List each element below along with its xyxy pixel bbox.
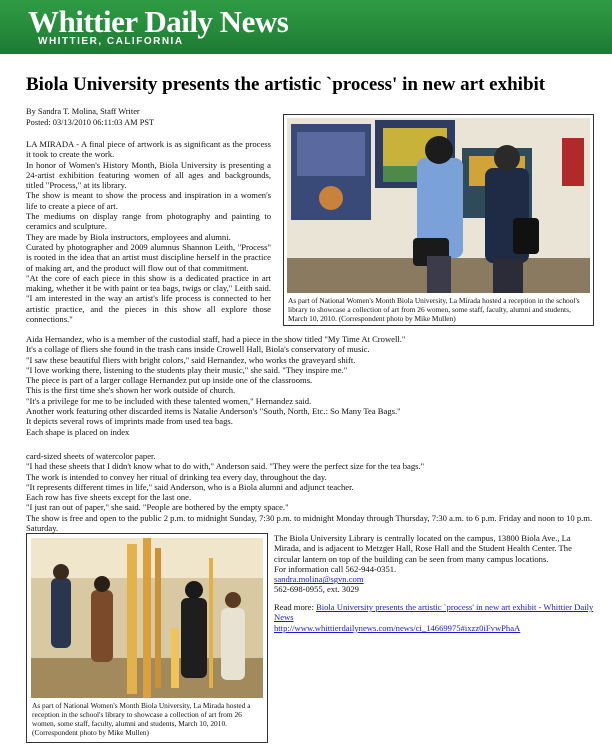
- paragraph: "At the core of each piece in this show is a dedicated practice in art making, whether it be with paint or tea bags, twigs or clay," Leith said. "I am interested in the way an artist's life process is connected to her artistic practice, and the pieces in this show all explore those connections.": [26, 272, 271, 325]
- paragraph: The mediums on display range from photography and painting to ceramics and sculpture.: [26, 211, 271, 232]
- library-paragraph: The Biola University Library is centrally located on the campus, 13800 Biola Ave., La Mirada, and is adjacent to Metzger Hall, Rose Hall and the Student Health Center. The circular lantern on top of the building can be seen from many campus locations.: [274, 533, 572, 564]
- paragraph: Each shape is placed on index: [26, 426, 130, 437]
- read-more-link[interactable]: Biola University presents the artistic `process' in new art exhibit - Whittier Daily News: [274, 602, 594, 623]
- paragraph: Each row has five sheets except for the last one.: [26, 492, 192, 503]
- photo-figure-2: [26, 533, 268, 743]
- paragraph: card-sized sheets of watercolor paper.: [26, 451, 156, 461]
- paragraph: In honor of Women's History Month, Biola University is presenting a 24-artist exhibition featuring women of all ages and backgrounds, titled "Process," at its library.: [26, 159, 271, 191]
- paragraph: They are made by Biola instructors, employees and alumni.: [26, 231, 231, 242]
- author-line: By Sandra T. Molina, Staff Writer: [26, 107, 140, 116]
- article-headline: Biola University presents the artistic `process' in new art exhibit: [26, 74, 546, 95]
- masthead-title: Whittier Daily News: [28, 4, 289, 39]
- read-more-label: Read more:: [274, 602, 316, 612]
- paragraph: LA MIRADA - A final piece of artwork is as significant as the process it took to create the work.: [26, 139, 271, 160]
- paragraph: "I had these sheets that I didn't know what to do with," Anderson said. "They were the perfect size for the tea bags.": [26, 461, 425, 472]
- byline: [26, 107, 154, 128]
- paragraph: Another work featuring other discarded items is Natalie Anderson's "South, North, Etc.: So Many Tea Bags.": [26, 406, 401, 417]
- paragraph: "I love working there, listening to the students play their music," she said. "They inspire me.": [26, 364, 348, 375]
- gallery-visitors-illustration: [287, 118, 590, 293]
- paragraph: The show is meant to show the process and inspiration in a women's life to create a piece of art.: [26, 190, 271, 211]
- paragraph: It depicts several rows of imprints made from used tea bags.: [26, 416, 233, 427]
- author-email-link[interactable]: sandra.molina@sgvn.com: [274, 574, 364, 585]
- paragraph: The show is free and open to the public 2 p.m. to midnight Sunday, 7:30 p.m. to midnight Monday through Thursday, 7:30 a.m. to 6 p.m. Friday and noon to 10 p.m. Saturday.: [26, 512, 593, 534]
- paragraph: Aida Hernandez, who is a member of the custodial staff, had a piece in the show titled "My Time At Crowell.": [26, 334, 406, 344]
- paragraph: This is the first time she's shown her work outside of church.: [26, 385, 236, 396]
- hanging-sculpture-illustration: [31, 538, 263, 698]
- read-more: [274, 602, 596, 633]
- masthead: [0, 0, 612, 54]
- photo-caption-2: As part of National Women's Month Biola University, La Mirada hosted a reception in the school's library to showcase a collection of art from 26 women, some staff, faculty, alumni and students, March 10, 2010. (Correspondent photo by Mike Mullen): [32, 701, 251, 737]
- article-body-mid: [26, 334, 596, 437]
- exhibit-photo-1[interactable]: [287, 118, 590, 293]
- paragraph: "I saw these beautiful fliers with bright colors," said Hernandez, who works the graveyard shift.: [26, 354, 356, 365]
- info-line: For information call 562-944-0351.: [274, 563, 397, 574]
- paragraph: The work is intended to convey her ritual of drinking tea every day, throughout the day.: [26, 471, 327, 482]
- photo-caption-1: As part of National Women's Month Biola University, La Mirada hosted a reception in the school's library to showcase a collection of art from 26 women, some staff, faculty, alumni and students, March 10, 2010. (Correspondent photo by Mike Mullen): [288, 296, 580, 323]
- article-url-link[interactable]: http://www.whittierdailynews.com/news/ci_14669975#ixzz0iFvwPhaA: [274, 622, 521, 633]
- paragraph: "It represents different times in life," said Anderson, who is a Biola alumni and adjunct teacher.: [26, 481, 354, 492]
- photo-figure-1: [283, 114, 594, 326]
- paragraph: "I just ran out of paper," she said. "People are bothered by the empty space.": [26, 502, 289, 513]
- paragraph: "It's a privilege for me to be included with these talented women," Hernandez said.: [26, 395, 312, 406]
- phone-line: 562-698-0955, ext. 3029: [274, 584, 359, 595]
- masthead-subtitle: WHITTIER, CALIFORNIA: [38, 36, 184, 47]
- paragraph: Curated by photographer and 2009 alumnus Shannon Leith, "Process" is rooted in the idea that an artist must discipline herself in the practice of making art, and the product will flow out of that commitment.: [26, 241, 271, 273]
- paragraph: The piece is part of a larger collage Hernandez put up inside one of the classrooms.: [26, 375, 313, 386]
- article-body-top: [26, 139, 271, 324]
- exhibit-photo-2[interactable]: [31, 538, 263, 698]
- posted-date: Posted: 03/13/2010 06:11:03 AM PST: [26, 117, 155, 127]
- article-body-bottom: [26, 451, 596, 533]
- library-info: [274, 533, 596, 595]
- paragraph: It's a collage of fliers she found in the trash cans inside Crowell Hall, Biola's conservatory of music.: [26, 344, 370, 355]
